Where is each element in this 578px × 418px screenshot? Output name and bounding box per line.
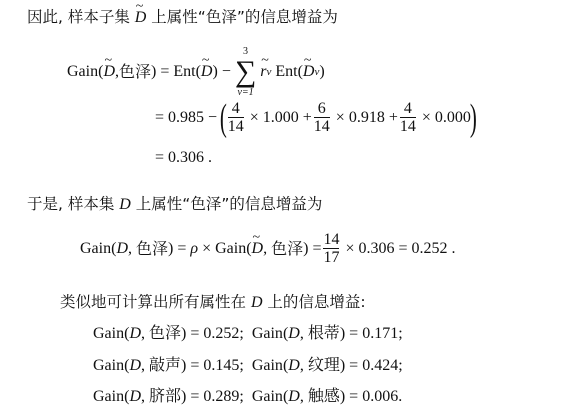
result-row: Gain(D, 色泽) = 0.252; Gain(D, 根蒂) = 0.171;	[93, 323, 403, 342]
result-value: 0.424	[362, 357, 399, 374]
result-value: 0.252	[203, 325, 240, 342]
summation: 3 ∑ v=1	[234, 46, 257, 98]
sum-lower-limit: v=1	[237, 87, 254, 98]
entropy-value: 0.985	[168, 109, 205, 126]
term-value: 0.000	[434, 109, 471, 126]
term-value: 1.000	[262, 109, 299, 126]
gain-full-result: 0.252	[411, 240, 448, 257]
fraction: $\frac{6}{14}$	[313, 100, 330, 135]
fraction: $\frac{14}{17}$	[323, 231, 340, 266]
result-attr: 触感	[307, 386, 340, 405]
fraction: $\frac{4}{14}$	[399, 100, 416, 135]
weight-subscript: v	[266, 66, 272, 78]
set-variable: D	[119, 196, 131, 213]
rho-symbol: ρ	[190, 240, 199, 257]
equation-gain-subset-line-2: = 0.985 − ( $\frac{4}{14}$ × 1.000 + $\frac{6}{14}$ × 0.918 + $\frac{4}{14}$ × 0.000 )	[155, 97, 477, 139]
fraction: $\frac{4}{14}$	[227, 100, 244, 135]
intro-line-subset	[27, 7, 338, 28]
entropy-function: Ent	[275, 63, 298, 80]
intro-line-full-set: 于是, 样本集 D 上属性“色泽”的信息增益为	[27, 195, 323, 213]
subset-variable: D ~	[103, 62, 115, 82]
sum-upper-limit: 3	[243, 46, 249, 57]
result-attr: 纹理	[307, 355, 340, 374]
result-value: 0.289	[203, 388, 240, 405]
weight-r: r ~	[260, 62, 266, 82]
intro-line-all-attributes: 类似地可计算出所有属性在 D 上的信息增益:	[60, 293, 366, 311]
result-value: 0.006	[362, 388, 399, 405]
equation-gain-full-set: Gain ( D , 色泽 ) = ρ × Gain ( D ~ , 色泽 ) = $\frac{14}{17}$ × 0.306 = 0.252 .	[80, 229, 456, 269]
equation-gain-subset-line-3: = 0.306 .	[155, 149, 213, 166]
gain-function: Gain	[67, 63, 99, 80]
entropy-function: Ent	[173, 63, 196, 80]
result-row: Gain(D, 敲声) = 0.145; Gain(D, 纹理) = 0.424;	[93, 355, 403, 374]
result-row: Gain(D, 脐部) = 0.289; Gain(D, 触感) = 0.006.	[93, 386, 403, 405]
intro-text-rest: 上属性“色泽”的信息增益为	[146, 8, 338, 26]
result-attr: 脐部	[149, 386, 182, 405]
result-value: 0.145	[203, 357, 240, 374]
term-value: 0.918	[348, 109, 385, 126]
result-attr: 根蒂	[307, 323, 340, 342]
attribute-name: 色泽	[119, 62, 152, 81]
subset-variable: D ~	[135, 8, 147, 28]
result-attr: 色泽	[149, 323, 182, 342]
intro-text: 因此, 样本子集	[27, 8, 135, 26]
result-value: 0.171	[362, 325, 399, 342]
gain-subset-result: 0.306	[168, 149, 205, 166]
set-variable: D	[250, 294, 263, 311]
equation-gain-subset-line-1: Gain ( D ~ , 色泽 ) = Ent ( D ~ ) − 3 ∑ v=1 r ~ v Ent ( D ~ v )	[67, 46, 325, 98]
result-attr: 敲声	[149, 355, 182, 374]
subset-superscript: v	[314, 66, 320, 78]
